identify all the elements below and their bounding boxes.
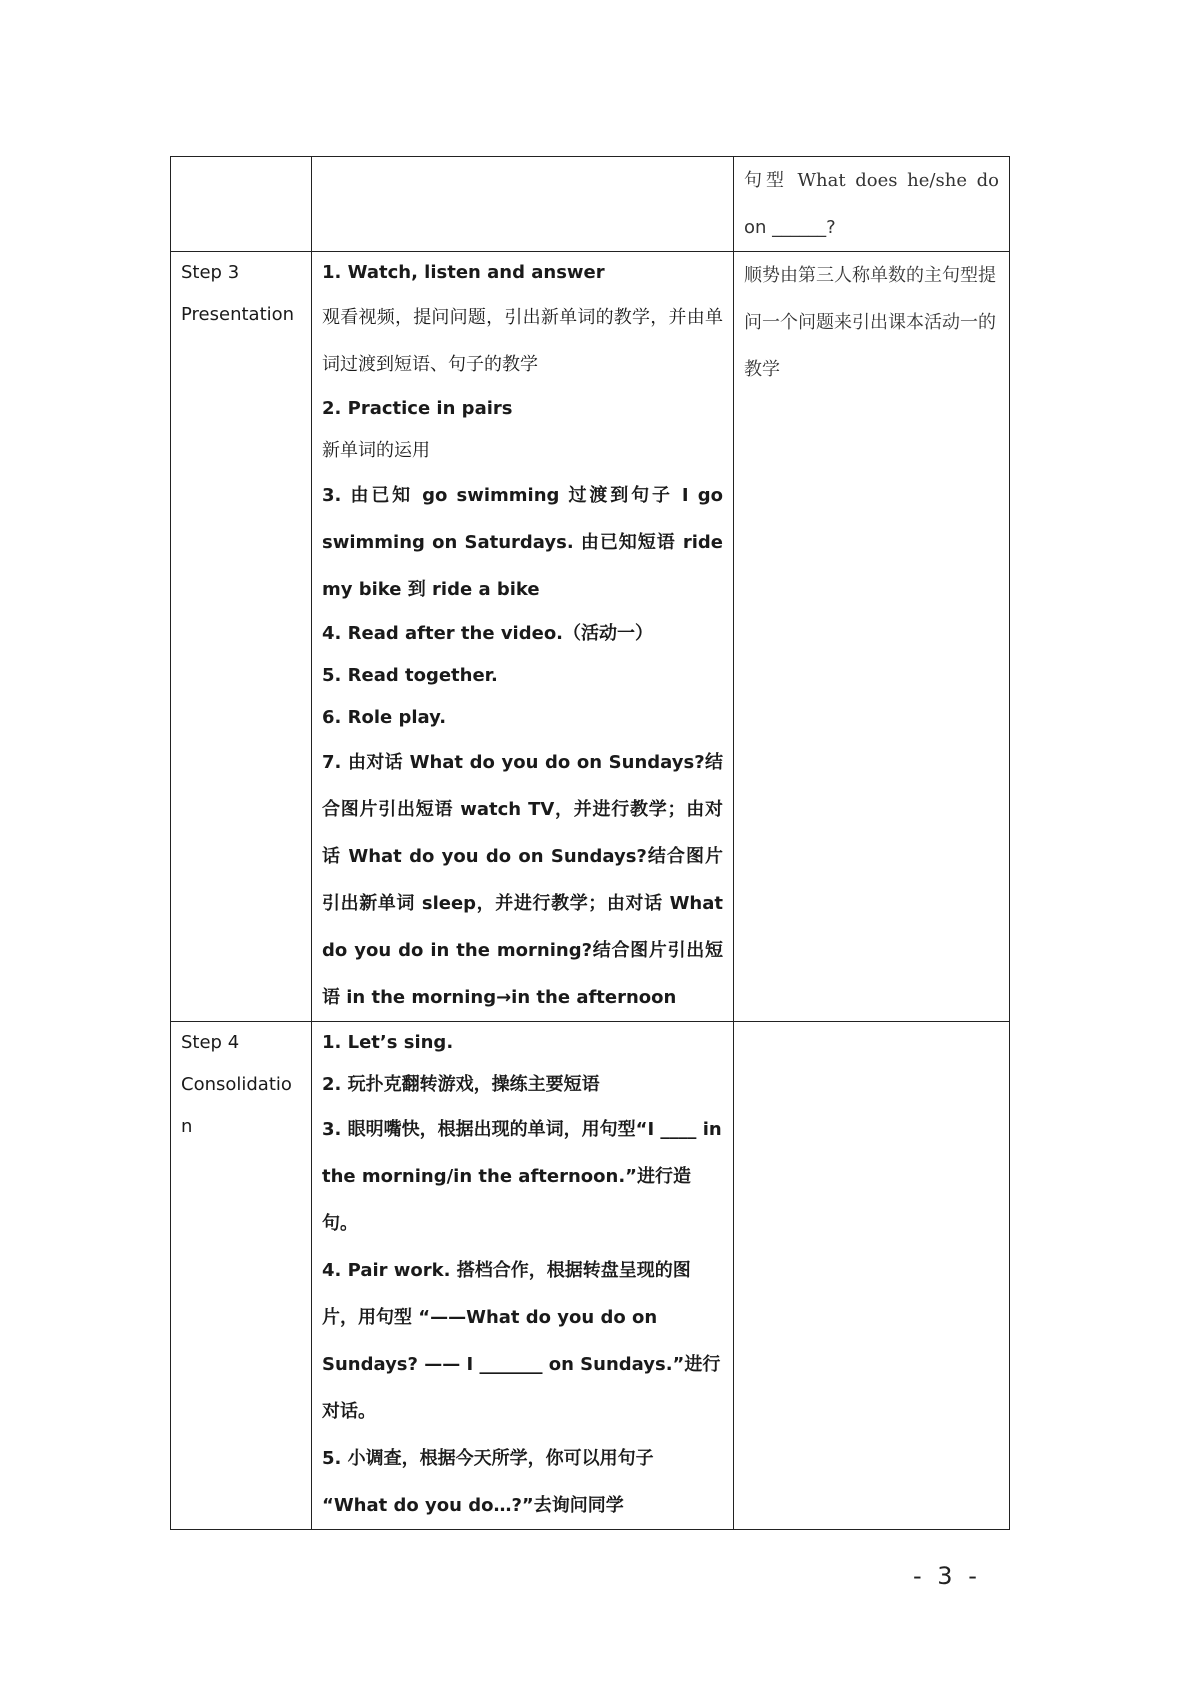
note-cell [734,252,1010,1022]
activity-item: 观看视频，提问问题，引出新单词的教学，并由单词过渡到短语、句子的教学 [322,307,723,375]
activity-item: 5. 小调查，根据今天所学，你可以用句子 “What do you do…?”去询问同学 [322,1448,654,1516]
activity-item: 新单词的运用 [322,440,430,461]
table-row [171,252,1010,1022]
activity-item: 4. Read after the video.（活动一） [322,623,654,644]
note-line: 句型 What does he/she do [744,170,999,191]
activity-cell [312,157,734,252]
activity-item: 6. Role play. [322,707,447,728]
activity-item: 2. Practice in pairs [322,398,513,419]
activity-cell [312,252,734,1022]
step-cell [171,157,312,252]
activity-item: 3. 眼明嘴快，根据出现的单词，用句型“I ____ in the morning/in the afternoon.”进行造句。 [322,1119,722,1234]
step-number: Step 3 [181,262,240,283]
note-text: 顺势由第三人称单数的主句型提问一个问题来引出课本活动一的教学 [744,265,996,380]
note-cell [734,157,1010,252]
note-line: on ______? [744,217,836,238]
step-number: Step 4 [181,1032,240,1053]
step-cell [171,252,312,1022]
activity-item: 3. 由已知 go swimming 过渡到句子 I go swimming on Saturdays. 由已知短语 ride my bike 到 ride a bike [322,485,723,600]
activity-cell [312,1022,734,1530]
table-row [171,1022,1010,1530]
step-stage: Presentation [181,304,295,325]
step-stage: Consolidation [181,1074,292,1137]
activity-item: 1. Watch, listen and answer [322,262,605,283]
lesson-plan-table [170,156,1010,1530]
page-number: - 3 - [913,1562,981,1590]
step-cell [171,1022,312,1530]
activity-item: 7. 由对话 What do you do on Sundays?结合图片引出短语 watch TV，并进行教学；由对话 What do you do on Sundays?结合图片引出新单词 sleep，并进行教学；由对话 What do you do in the morning?结合图片引出短语 in the morning→in the afternoon [322,752,723,1008]
activity-item: 2. 玩扑克翻转游戏，操练主要短语 [322,1074,600,1095]
table-row [171,157,1010,252]
activity-item: 5. Read together. [322,665,498,686]
activity-item: 4. Pair work. 搭档合作，根据转盘呈现的图片，用句型 “——What do you do on Sundays? —— I _______ on Sundays.”进行对话。 [322,1260,721,1422]
activity-item: 1. Let’s sing. [322,1032,454,1053]
note-cell [734,1022,1010,1530]
